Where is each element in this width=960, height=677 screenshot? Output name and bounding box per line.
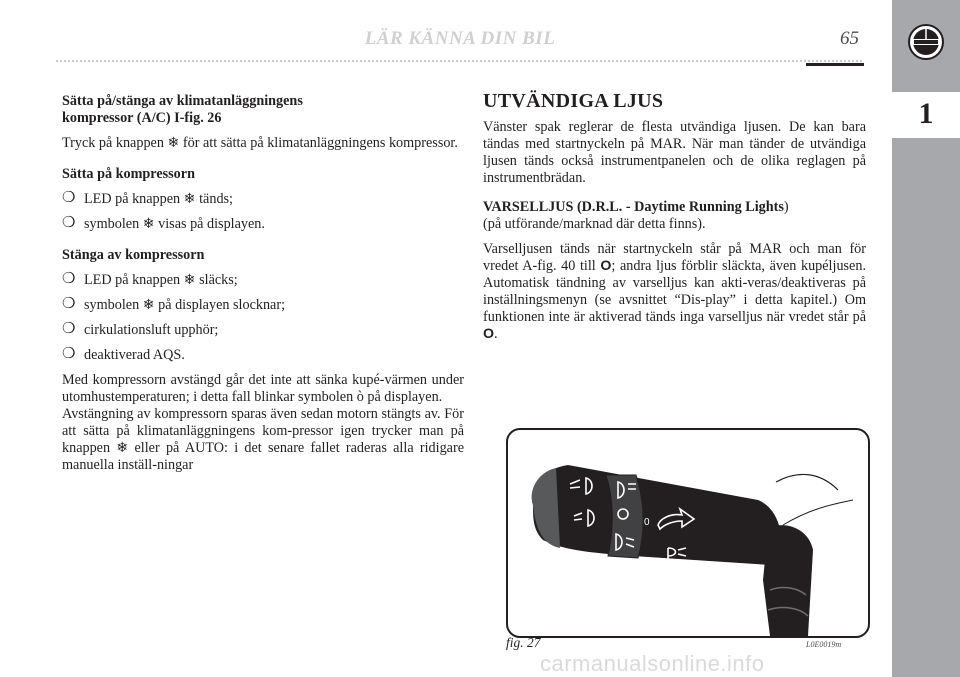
drl-heading: VARSELLJUS (D.R.L. - Daytime Running Lights) bbox=[483, 199, 789, 215]
drl-paragraph: Varselljusen tänds när startnyckeln står på MAR och man för vredet A-fig. 40 till O; andra ljus förblir släckta, även kupéljusen. Automatisk tändning av varselljus kan akti-veras/deaktiveras på inställningsmenyn (se avsnittet “Dis-play” i detta kapitel.) Om funktionen inte är aktiverad tänds inga varselljus när vredet står på O. bbox=[483, 241, 866, 342]
left-column bbox=[62, 93, 464, 482]
watermark: carmanualsonline.info bbox=[540, 651, 765, 676]
list-item: ❍ deaktiverad AQS. bbox=[62, 346, 185, 363]
bullet-icon: ❍ bbox=[62, 346, 76, 362]
off-list bbox=[62, 272, 464, 364]
off-heading: Stänga av kompressorn bbox=[62, 247, 205, 263]
light-stalk-illustration bbox=[508, 430, 868, 636]
drl-subheading: (på utförande/marknad där detta finns). bbox=[483, 216, 706, 232]
chapter-number: 1 bbox=[918, 97, 934, 130]
intro-text: Vänster spak reglerar de flesta utvändiga ljusen. De kan bara tändas med startnyckeln på MAR. När man tänder de utvändiga ljusen tänds också instrumentpanelen och de olika reglagen på instrumentbrädan. bbox=[483, 119, 866, 186]
on-list bbox=[62, 191, 464, 233]
body-paragraph: Avstängning av kompressorn sparas även sedan motorn stängts av. För att sätta på klimatanläggningens kom-pressor igen trycker man på knappen ❄ eller på AUTO: i det senare fallet raderas alla ridigare manuella inställ-ningar bbox=[62, 406, 464, 473]
drl-symbol: O bbox=[600, 258, 612, 274]
figure-caption: fig. 27 bbox=[506, 635, 541, 650]
list-item: ❍ cirkulationsluft upphör; bbox=[62, 321, 219, 338]
intro-text: Tryck på knappen ❄ för att sätta på klimatanläggningens kompressor. bbox=[62, 135, 458, 151]
bullet-icon: ❍ bbox=[62, 271, 76, 287]
header-dotted-line bbox=[56, 60, 862, 62]
header-rule bbox=[806, 63, 864, 66]
running-header: LÄR KÄNNA DIN BIL bbox=[364, 28, 556, 49]
list-item: ❍ LED på knappen ❄ tänds; bbox=[62, 190, 233, 207]
right-column bbox=[483, 90, 866, 351]
drl-symbol: O bbox=[483, 326, 495, 342]
figure-frame bbox=[506, 428, 870, 638]
page-number: 65 bbox=[840, 28, 859, 49]
bullet-icon: ❍ bbox=[62, 215, 76, 231]
figure-code: L0E0019m bbox=[806, 640, 842, 649]
bullet-icon: ❍ bbox=[62, 296, 76, 312]
ring-zero-label: 0 bbox=[644, 517, 650, 528]
on-heading: Sätta på kompressorn bbox=[62, 166, 195, 182]
bullet-icon: ❍ bbox=[62, 321, 76, 337]
bullet-icon: ❍ bbox=[62, 190, 76, 206]
lancia-logo-icon bbox=[906, 22, 946, 62]
section-title: Sätta på/stänga av klimatanläggningens kompressor (A/C) I-fig. 26 bbox=[62, 93, 303, 126]
list-item: ❍ symbolen ❄ visas på displayen. bbox=[62, 215, 265, 232]
section-heading: UTVÄNDIGA LJUS bbox=[483, 90, 664, 112]
list-item: ❍ symbolen ❄ på displayen slocknar; bbox=[62, 296, 286, 313]
body-paragraph: Med kompressorn avstängd går det inte att sänka kupé-värmen under utomhustemperaturen; i detta fall blinkar symbolen ò på displayen. bbox=[62, 372, 464, 405]
list-item: ❍ LED på knappen ❄ släcks; bbox=[62, 271, 238, 288]
